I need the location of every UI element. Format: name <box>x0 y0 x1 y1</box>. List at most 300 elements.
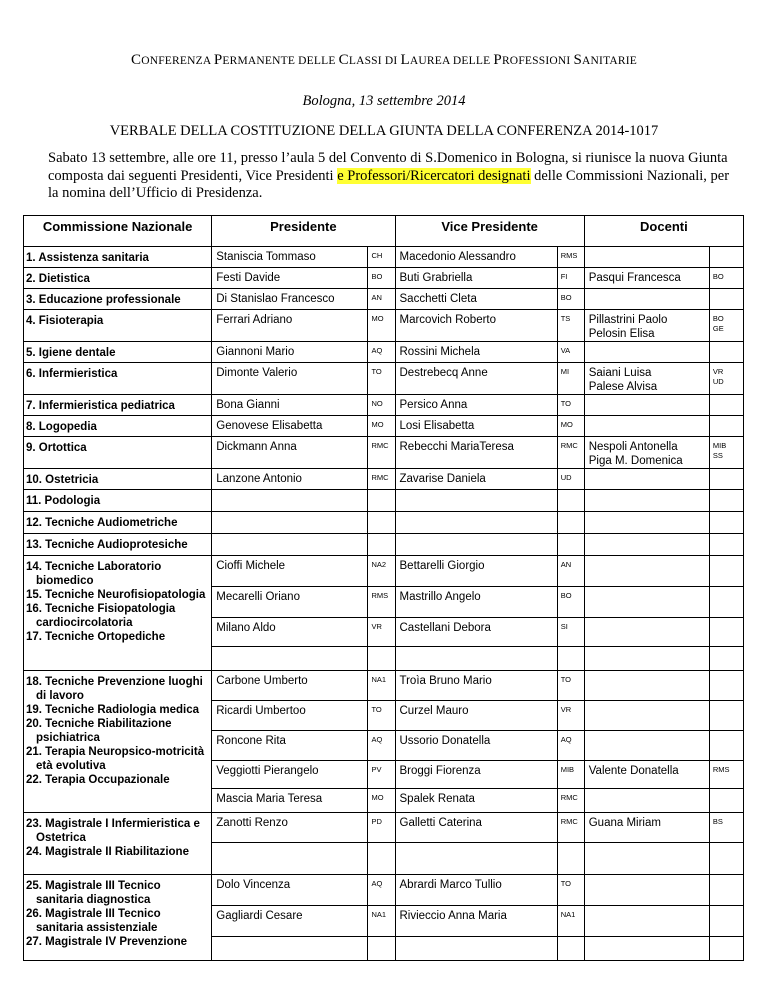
presidente-sede-cell <box>368 843 395 875</box>
docenti-names <box>585 512 709 515</box>
presidente-name: Giannoni Mario <box>216 346 295 358</box>
presidente-name-cell <box>212 289 368 310</box>
docenti-names-cell <box>584 247 709 268</box>
docenti-names <box>585 671 709 674</box>
commissione-cell <box>24 512 212 534</box>
presidente-name-cell <box>212 647 368 671</box>
docenti-sede-cell <box>709 789 743 813</box>
presidente-name: Mecarelli Oriano <box>216 591 300 603</box>
vice-presidente-name <box>396 937 557 940</box>
vice-presidente-sede-cell <box>557 289 584 310</box>
vice-presidente-name-cell <box>395 618 557 647</box>
docenti-names-cell <box>584 671 709 701</box>
docenti-sede <box>710 395 743 399</box>
docenti-names <box>585 469 709 472</box>
docenti-names-cell <box>584 789 709 813</box>
commissione-name: 21. Terapia Neuropsico-motricità età evolutiva <box>26 746 205 772</box>
commissione-cell <box>24 363 212 395</box>
vice-presidente-sede-cell <box>557 587 584 618</box>
vice-presidente-sede-cell <box>557 843 584 875</box>
presidente-name-cell <box>212 268 368 289</box>
docenti-sede-cell <box>709 342 743 363</box>
docenti-names-cell <box>584 906 709 937</box>
presidente-sede-cell <box>368 875 395 906</box>
docenti-sede-cell <box>709 395 743 416</box>
table-row <box>24 671 744 701</box>
intro-text-end: delle Commissioni Nazionali, per la nomina dell’Ufficio di Presidenza. <box>48 167 730 201</box>
presidente-sede: MO <box>371 793 384 802</box>
presidente-sede: TO <box>371 367 382 376</box>
vice-presidente-name-cell <box>395 342 557 363</box>
table-row <box>24 416 744 437</box>
commissione-cell <box>24 395 212 416</box>
docenti-names-cell <box>584 416 709 437</box>
table-header-row <box>24 216 744 247</box>
vice-presidente-sede: TO <box>560 879 571 888</box>
docenti-sede-cell <box>709 761 743 789</box>
presidente-sede-cell <box>368 342 395 363</box>
table-row <box>24 247 744 268</box>
commissione-cell <box>24 310 212 342</box>
docenti-names: Saiani Luisa Palese Alvisa <box>588 367 658 393</box>
presidente-name-cell <box>212 701 368 731</box>
vice-presidente-name: Buti Grabriella <box>399 272 473 284</box>
docenti-sede <box>710 671 743 675</box>
docenti-sede <box>710 289 743 293</box>
table-row <box>24 395 744 416</box>
presidente-name-cell <box>212 490 368 512</box>
vice-presidente-name-cell <box>395 701 557 731</box>
vice-presidente-name-cell <box>395 437 557 469</box>
docenti-sede-cell <box>709 289 743 310</box>
presidente-sede: NO <box>371 399 383 408</box>
presidente-sede <box>368 490 394 494</box>
vice-presidente-name-cell <box>395 268 557 289</box>
vice-presidente-sede <box>558 937 584 941</box>
vice-presidente-name-cell <box>395 731 557 761</box>
presidente-name-cell <box>212 587 368 618</box>
title-smallcaps: ANITARIE <box>582 55 638 67</box>
docenti-names-cell <box>584 701 709 731</box>
title-initial: C <box>130 52 142 68</box>
docenti-sede: VR UD <box>712 367 724 386</box>
docenti-names-cell <box>584 437 709 469</box>
commissione-name: 22. Terapia Occupazionale <box>26 774 170 786</box>
presidente-sede-cell <box>368 247 395 268</box>
docenti-sede: BS <box>712 817 723 826</box>
docenti-sede-cell <box>709 731 743 761</box>
presidente-name-cell <box>212 761 368 789</box>
presidente-sede-cell <box>368 789 395 813</box>
vice-presidente-name: Rebecchi MariaTeresa <box>399 441 514 453</box>
vice-presidente-name: Troìa Bruno Mario <box>399 675 492 687</box>
docenti-names <box>585 875 709 878</box>
vice-presidente-sede: MO <box>560 420 573 429</box>
docenti-names-cell <box>584 647 709 671</box>
presidente-sede: VR <box>371 622 382 631</box>
presidente-name: Staniscia Tommaso <box>216 251 316 263</box>
docenti-names-cell <box>584 395 709 416</box>
vice-presidente-name-cell <box>395 587 557 618</box>
vice-presidente-name: Bettarelli Giorgio <box>399 560 485 572</box>
vice-presidente-sede <box>558 490 584 494</box>
presidente-sede-cell <box>368 512 395 534</box>
vice-presidente-name-cell <box>395 416 557 437</box>
docenti-sede <box>710 701 743 705</box>
vice-presidente-sede-cell <box>557 469 584 490</box>
presidente-name: Carbone Umberto <box>216 675 308 687</box>
presidente-sede-cell <box>368 490 395 512</box>
docenti-sede <box>710 534 743 538</box>
docenti-sede-cell <box>709 363 743 395</box>
vice-presidente-sede-cell <box>557 363 584 395</box>
docenti-sede: BO GE <box>712 314 724 333</box>
presidente-name <box>212 647 367 650</box>
vice-presidente-name <box>396 534 557 537</box>
vice-presidente-name: Destrebecq Anne <box>399 367 488 379</box>
commissione-name: 11. Podologia <box>26 495 101 507</box>
vice-presidente-name-cell <box>395 875 557 906</box>
presidente-sede: BO <box>371 272 383 281</box>
presidente-name-cell <box>212 813 368 843</box>
commissione-cell <box>24 268 212 289</box>
docenti-names <box>585 647 709 650</box>
vice-presidente-sede: RMS <box>560 251 578 260</box>
vice-presidente-sede-cell <box>557 416 584 437</box>
commissione-name: 26. Magistrale III Tecnico sanitaria assistenziale <box>26 908 161 934</box>
vice-presidente-sede-cell <box>557 875 584 906</box>
vice-presidente-name: Ussorio Donatella <box>399 735 491 747</box>
vice-presidente-sede: SI <box>560 622 568 631</box>
docenti-sede <box>710 556 743 560</box>
vice-presidente-sede-cell <box>557 512 584 534</box>
docenti-names-cell <box>584 813 709 843</box>
presidente-sede: TO <box>371 705 382 714</box>
title-initial: S <box>573 52 583 68</box>
vice-presidente-name: Galletti Caterina <box>399 817 482 829</box>
commissione-name: 2. Dietistica <box>26 273 90 285</box>
vice-presidente-name-cell <box>395 813 557 843</box>
presidente-sede: RMC <box>371 441 389 450</box>
presidente-sede: MO <box>371 420 384 429</box>
docenti-sede-cell <box>709 671 743 701</box>
presidente-sede: RMC <box>371 473 389 482</box>
docenti-sede-cell <box>709 310 743 342</box>
presidente-sede-cell <box>368 618 395 647</box>
docenti-names-cell <box>584 843 709 875</box>
presidente-name: Veggiotti Pierangelo <box>216 765 319 777</box>
vice-presidente-name-cell <box>395 789 557 813</box>
vice-presidente-sede <box>558 512 584 516</box>
vice-presidente-name-cell <box>395 761 557 789</box>
docenti-names: Nespoli Antonella Piga M. Domenica <box>588 441 683 467</box>
docenti-sede-cell <box>709 268 743 289</box>
presidente-name: Genovese Elisabetta <box>216 420 323 432</box>
docenti-names-cell <box>584 618 709 647</box>
commissione-cell <box>24 342 212 363</box>
presidente-name-cell <box>212 437 368 469</box>
vice-presidente-name: Sacchetti Cleta <box>399 293 477 305</box>
commissione-name: 4. Fisioterapia <box>26 315 104 327</box>
commissione-cell <box>24 469 212 490</box>
vice-presidente-sede: MIB <box>560 765 575 774</box>
docenti-names: Pillastrini Paolo Pelosin Elisa <box>588 314 668 340</box>
docenti-sede-cell <box>709 534 743 556</box>
vice-presidente-sede: BO <box>560 293 572 302</box>
docenti-names <box>585 416 709 419</box>
presidente-name: Roncone Rita <box>216 735 286 747</box>
table-row <box>24 813 744 843</box>
presidente-name-cell <box>212 618 368 647</box>
presidente-sede: MO <box>371 314 384 323</box>
verbale-heading: VERBALE DELLA COSTITUZIONE DELLA GIUNTA DELLA CONFERENZA 2014-1017 <box>109 123 659 139</box>
vice-presidente-sede-cell <box>557 813 584 843</box>
docenti-sede-cell <box>709 843 743 875</box>
docenti-names <box>585 843 709 846</box>
presidente-name: Ferrari Adriano <box>216 314 293 326</box>
commissione-name: 13. Tecniche Audioprotesiche <box>26 539 188 551</box>
presidente-sede: NA2 <box>371 560 387 569</box>
presidente-sede-cell <box>368 761 395 789</box>
presidente-sede-cell <box>368 937 395 961</box>
vice-presidente-name-cell <box>395 490 557 512</box>
docenti-names <box>585 289 709 292</box>
commissione-cell <box>24 671 212 813</box>
vice-presidente-name: Abrardi Marco Tullio <box>399 879 502 891</box>
vice-presidente-sede: TO <box>560 399 571 408</box>
commissione-cell <box>24 875 212 961</box>
docenti-sede <box>710 875 743 879</box>
docenti-names-cell <box>584 342 709 363</box>
header-presidente: Presidente <box>212 216 395 247</box>
docenti-names-cell <box>584 512 709 534</box>
commissione-cell <box>24 416 212 437</box>
table-row <box>24 268 744 289</box>
table-row <box>24 289 744 310</box>
vice-presidente-sede: NA1 <box>560 910 576 919</box>
vice-presidente-sede-cell <box>557 437 584 469</box>
presidente-sede <box>368 843 394 847</box>
vice-presidente-name: Spalek Renata <box>399 793 475 805</box>
presidente-name: Milano Aldo <box>216 622 276 634</box>
presidente-sede-cell <box>368 416 395 437</box>
presidente-sede-cell <box>368 310 395 342</box>
vice-presidente-name: Zavarise Daniela <box>399 473 486 485</box>
vice-presidente-sede: RMC <box>560 817 578 826</box>
docenti-sede <box>710 587 743 591</box>
presidente-name-cell <box>212 247 368 268</box>
presidente-sede: AQ <box>371 346 383 355</box>
header-vice-presidente: Vice Presidente <box>395 216 584 247</box>
presidente-name: Dimonte Valerio <box>216 367 298 379</box>
commissione-cell <box>24 556 212 671</box>
presidente-name <box>212 843 367 846</box>
docenti-names <box>585 534 709 537</box>
commissione-name: 1. Assistenza sanitaria <box>26 252 149 264</box>
docenti-sede <box>710 937 743 941</box>
vice-presidente-sede <box>558 647 584 651</box>
docenti-sede <box>710 469 743 473</box>
presidente-name-cell <box>212 363 368 395</box>
vice-presidente-name-cell <box>395 906 557 937</box>
docenti-names <box>585 906 709 909</box>
vice-presidente-name-cell <box>395 247 557 268</box>
table-row <box>24 342 744 363</box>
presidente-sede-cell <box>368 395 395 416</box>
docenti-sede-cell <box>709 416 743 437</box>
vice-presidente-name: Macedonio Alessandro <box>399 251 516 263</box>
table-row <box>24 469 744 490</box>
docenti-names-cell <box>584 289 709 310</box>
docenti-sede <box>710 843 743 847</box>
presidente-sede: NA1 <box>371 910 387 919</box>
docenti-sede-cell <box>709 618 743 647</box>
document-date: Bologna, 13 settembre 2014 <box>302 93 466 109</box>
vice-presidente-name-cell <box>395 534 557 556</box>
commissione-name: 24. Magistrale II Riabilitazione <box>26 846 189 858</box>
table-row <box>24 363 744 395</box>
docenti-sede-cell <box>709 437 743 469</box>
presidente-sede <box>368 512 394 516</box>
docenti-sede-cell <box>709 556 743 587</box>
presidente-name: Festi Davide <box>216 272 281 284</box>
presidente-sede-cell <box>368 534 395 556</box>
commissione-name: 12. Tecniche Audiometriche <box>26 517 178 529</box>
vice-presidente-name-cell <box>395 556 557 587</box>
giunta-table <box>23 215 744 961</box>
vice-presidente-name-cell <box>395 937 557 961</box>
commissione-name: 6. Infermieristica <box>26 368 118 380</box>
presidente-sede: PD <box>371 817 382 826</box>
vice-presidente-sede: UD <box>560 473 572 482</box>
vice-presidente-sede-cell <box>557 342 584 363</box>
presidente-sede: AQ <box>371 735 383 744</box>
table-row <box>24 310 744 342</box>
vice-presidente-name-cell <box>395 395 557 416</box>
vice-presidente-sede-cell <box>557 490 584 512</box>
vice-presidente-name-cell <box>395 469 557 490</box>
docenti-sede-cell <box>709 701 743 731</box>
commissione-name: 5. Igiene dentale <box>26 347 116 359</box>
docenti-sede-cell <box>709 875 743 906</box>
docenti-names: Valente Donatella <box>588 765 679 777</box>
presidente-name-cell <box>212 534 368 556</box>
vice-presidente-sede: FI <box>560 272 568 281</box>
docenti-names <box>585 342 709 345</box>
vice-presidente-sede-cell <box>557 647 584 671</box>
presidente-sede <box>368 534 394 538</box>
presidente-name-cell <box>212 416 368 437</box>
docenti-names <box>585 247 709 250</box>
vice-presidente-sede-cell <box>557 534 584 556</box>
title-smallcaps: ERMANENTE DELLE <box>222 55 339 67</box>
vice-presidente-name <box>396 512 557 515</box>
docenti-names <box>585 937 709 940</box>
presidente-sede-cell <box>368 671 395 701</box>
intro-text: Sabato 13 settembre, alle ore 11, presso l’aula 5 del Convento di S.Domenico in Bologna, si riunisce la nuova Giunta composta dai seguenti Presidenti, Vice Presidenti <box>48 150 728 184</box>
presidente-sede-cell <box>368 363 395 395</box>
presidente-name-cell <box>212 937 368 961</box>
docenti-names <box>585 731 709 734</box>
vice-presidente-name-cell <box>395 310 557 342</box>
commissione-cell <box>24 813 212 875</box>
commissione-name: 16. Tecniche Fisiopatologia cardiocircolatoria <box>26 603 176 629</box>
table-row <box>24 875 744 906</box>
vice-presidente-name-cell <box>395 512 557 534</box>
vice-presidente-sede-cell <box>557 701 584 731</box>
presidente-sede-cell <box>368 906 395 937</box>
vice-presidente-sede-cell <box>557 789 584 813</box>
presidente-name: Lanzone Antonio <box>216 473 302 485</box>
presidente-name-cell <box>212 671 368 701</box>
presidente-name <box>212 512 367 515</box>
presidente-sede-cell <box>368 813 395 843</box>
docenti-names-cell <box>584 937 709 961</box>
presidente-name-cell <box>212 512 368 534</box>
title-smallcaps: LASSI DI <box>348 55 401 67</box>
vice-presidente-sede-cell <box>557 395 584 416</box>
docenti-names: Guana Miriam <box>588 817 661 829</box>
vice-presidente-sede-cell <box>557 268 584 289</box>
presidente-sede: PV <box>371 765 382 774</box>
presidente-name-cell <box>212 789 368 813</box>
docenti-sede <box>710 618 743 622</box>
presidente-sede: CH <box>371 251 383 260</box>
docenti-names <box>585 618 709 621</box>
presidente-name <box>212 534 367 537</box>
vice-presidente-name-cell <box>395 289 557 310</box>
presidente-sede-cell <box>368 469 395 490</box>
commissione-name: 17. Tecniche Ortopediche <box>26 631 166 643</box>
vice-presidente-sede: AN <box>560 560 572 569</box>
presidente-sede <box>368 647 394 651</box>
document-title <box>0 52 768 69</box>
vice-presidente-sede: VA <box>560 346 571 355</box>
header-commissione: Commissione Nazionale <box>24 216 212 247</box>
docenti-sede <box>710 416 743 420</box>
vice-presidente-sede-cell <box>557 618 584 647</box>
presidente-name: Di Stanislao Francesco <box>216 293 335 305</box>
presidente-name: Cioffi Michele <box>216 560 286 572</box>
vice-presidente-name: Broggi Fiorenza <box>399 765 481 777</box>
presidente-name-cell <box>212 342 368 363</box>
table-row <box>24 512 744 534</box>
docenti-sede <box>710 647 743 651</box>
docenti-names <box>585 395 709 398</box>
docenti-sede-cell <box>709 247 743 268</box>
intro-paragraph <box>48 150 738 203</box>
vice-presidente-sede: MI <box>560 367 570 376</box>
vice-presidente-sede-cell <box>557 906 584 937</box>
header-docenti: Docenti <box>584 216 743 247</box>
presidente-name: Ricardi Umbertoo <box>216 705 306 717</box>
commissione-name: 25. Magistrale III Tecnico sanitaria diagnostica <box>26 880 161 906</box>
vice-presidente-name <box>396 490 557 493</box>
title-initial: C <box>338 52 349 68</box>
docenti-names-cell <box>584 268 709 289</box>
vice-presidente-sede: AQ <box>560 735 572 744</box>
vice-presidente-sede-cell <box>557 937 584 961</box>
commissione-name: 14. Tecniche Laboratorio biomedico <box>26 561 162 587</box>
presidente-name-cell <box>212 395 368 416</box>
vice-presidente-sede-cell <box>557 556 584 587</box>
commissione-name: 9. Ortottica <box>26 442 87 454</box>
presidente-sede: AN <box>371 293 382 302</box>
presidente-name-cell <box>212 731 368 761</box>
highlighted-text: e Professori/Ricercatori designati <box>337 167 531 184</box>
presidente-name <box>212 490 367 493</box>
docenti-names-cell <box>584 490 709 512</box>
